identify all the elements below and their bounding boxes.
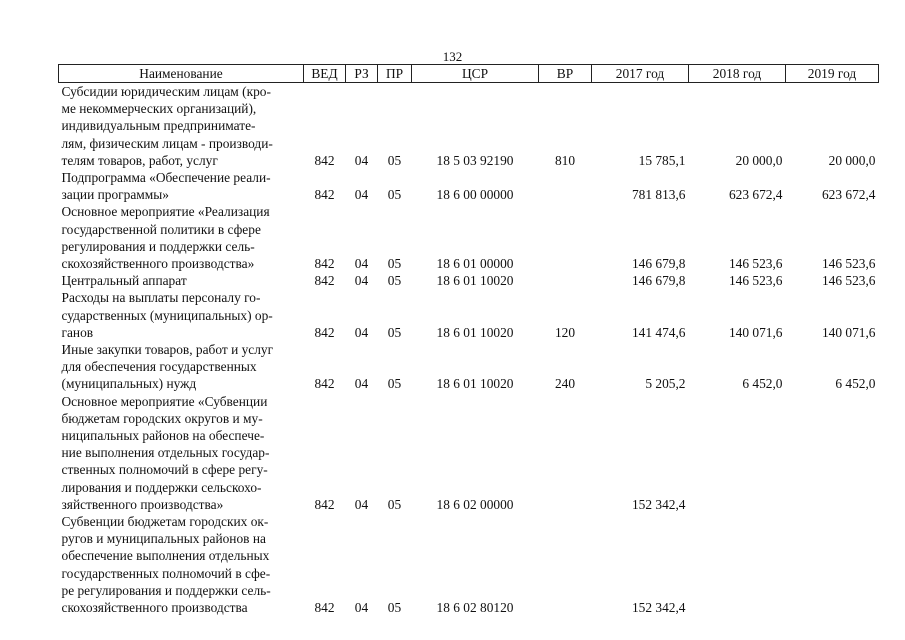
cell-pr: 05	[387, 376, 402, 392]
page-number: 132	[442, 49, 463, 64]
cell-vr	[539, 393, 592, 513]
cell-rz: 04	[354, 256, 369, 272]
cell-2017: 5 205,2	[645, 376, 686, 392]
name-line: ние выполнения отдельных государ-	[61, 445, 270, 461]
header-vr: ВР	[539, 65, 592, 83]
name-line: зации программы»	[61, 187, 169, 203]
name-line: ственных полномочий в сфере регу-	[61, 462, 268, 478]
name-line: ганов	[61, 324, 94, 340]
name-line: зяйственного производства»	[61, 496, 224, 512]
cell-2018: 20 000,0	[735, 152, 783, 168]
name-line: ниципальных районов на обеспече-	[61, 428, 265, 444]
table-row	[59, 393, 879, 513]
cell-pr: 05	[387, 187, 402, 203]
cell-rz: 04	[354, 496, 369, 512]
header-ved: ВЕД	[304, 65, 346, 83]
header-2017: 2017 год	[592, 65, 689, 83]
name-line: скохозяйственного производства	[61, 600, 248, 616]
cell-2018	[689, 393, 786, 513]
cell-csr: 18 6 02 00000	[436, 496, 514, 512]
cell-ved: 842	[314, 273, 335, 289]
name-line: Основное мероприятие «Реализация	[61, 204, 270, 220]
cell-pr: 05	[387, 152, 402, 168]
cell-ved: 842	[314, 376, 335, 392]
table-row	[59, 83, 879, 170]
cell-2018	[689, 513, 786, 616]
cell-2018: 6 452,0	[742, 376, 783, 392]
name-line: телям товаров, работ, услуг	[61, 152, 218, 168]
cell-2017: 141 474,6	[631, 324, 686, 340]
header-2018: 2018 год	[689, 65, 786, 83]
table-body	[59, 83, 879, 617]
cell-rz: 04	[354, 376, 369, 392]
cell-name	[59, 341, 304, 393]
cell-name	[59, 169, 304, 203]
name-line: для обеспечения государственных	[61, 359, 257, 375]
header-2019: 2019 год	[786, 65, 879, 83]
cell-2019	[786, 513, 879, 616]
cell-rz: 04	[354, 152, 369, 168]
cell-2019	[786, 393, 879, 513]
cell-pr: 05	[387, 324, 402, 340]
table-row	[59, 513, 879, 616]
cell-2018: 146 523,6	[728, 273, 783, 289]
cell-pr: 05	[387, 496, 402, 512]
cell-vr	[539, 272, 592, 289]
header-name: Наименование	[59, 65, 304, 83]
name-line: государственных полномочий в сфе-	[61, 565, 271, 581]
name-line: Подпрограмма «Обеспечение реали-	[61, 170, 271, 186]
cell-csr: 18 6 01 10020	[436, 324, 514, 340]
cell-ved: 842	[314, 256, 335, 272]
name-line: ругов и муниципальных районов на	[61, 531, 266, 547]
name-line: Расходы на выплаты персоналу го-	[61, 290, 261, 306]
cell-rz: 04	[354, 187, 369, 203]
cell-name	[59, 83, 304, 170]
name-line: Центральный аппарат	[61, 273, 187, 289]
cell-2017: 152 342,4	[631, 496, 686, 512]
cell-2019: 623 672,4	[821, 187, 876, 203]
name-line: обеспечение выполнения отдельных	[61, 548, 270, 564]
budget-table	[58, 64, 879, 616]
name-line: лирования и поддержки сельскохо-	[61, 479, 262, 495]
cell-2019: 6 452,0	[835, 376, 876, 392]
cell-vr: 810	[554, 152, 576, 168]
name-line: Субвенции бюджетам городских ок-	[61, 514, 269, 530]
cell-vr	[539, 513, 592, 616]
cell-2017: 15 785,1	[638, 152, 686, 168]
cell-ved: 842	[314, 600, 335, 616]
name-line: Иные закупки товаров, работ и услуг	[61, 342, 274, 358]
header-pr: ПР	[378, 65, 412, 83]
name-line: сударственных (муниципальных) ор-	[61, 307, 273, 323]
cell-vr	[539, 203, 592, 272]
cell-name	[59, 272, 304, 289]
cell-pr: 05	[387, 273, 402, 289]
cell-csr: 18 6 01 00000	[436, 256, 514, 272]
cell-rz: 04	[354, 324, 369, 340]
table-row	[59, 169, 879, 203]
cell-2017: 146 679,8	[631, 273, 686, 289]
cell-pr: 05	[387, 256, 402, 272]
header-rz: РЗ	[346, 65, 378, 83]
cell-rz: 04	[354, 273, 369, 289]
cell-vr: 240	[554, 376, 576, 392]
table-row	[59, 289, 879, 341]
cell-csr: 18 6 02 80120	[436, 600, 514, 616]
cell-2018: 623 672,4	[728, 187, 783, 203]
name-line: ме некоммерческих организаций),	[61, 101, 257, 117]
cell-csr: 18 6 00 00000	[436, 187, 514, 203]
name-line: Основное мероприятие «Субвенции	[61, 393, 268, 409]
cell-ved: 842	[314, 496, 335, 512]
cell-2018: 140 071,6	[728, 324, 783, 340]
cell-2019: 140 071,6	[821, 324, 876, 340]
cell-rz: 04	[354, 600, 369, 616]
cell-ved: 842	[314, 324, 335, 340]
table-row	[59, 203, 879, 272]
name-line: регулирования и поддержки сель-	[61, 238, 255, 254]
cell-name	[59, 393, 304, 513]
cell-2017: 781 813,6	[631, 187, 686, 203]
name-line: Субсидии юридическим лицам (кро-	[61, 84, 271, 99]
cell-pr: 05	[387, 600, 402, 616]
cell-2019: 146 523,6	[821, 273, 876, 289]
table-row	[59, 341, 879, 393]
cell-2019: 20 000,0	[828, 152, 876, 168]
cell-vr	[539, 169, 592, 203]
cell-vr: 120	[554, 324, 576, 340]
header-csr: ЦСР	[412, 65, 539, 83]
cell-2018: 146 523,6	[728, 256, 783, 272]
name-line: (муниципальных) нужд	[61, 376, 197, 392]
name-line: бюджетам городских округов и му-	[61, 410, 263, 426]
name-line: лям, физическим лицам - производи-	[61, 135, 273, 151]
cell-ved: 842	[314, 187, 335, 203]
cell-name	[59, 289, 304, 341]
table-header-row	[59, 65, 879, 83]
cell-name	[59, 513, 304, 616]
cell-csr: 18 5 03 92190	[436, 152, 514, 168]
cell-name	[59, 203, 304, 272]
name-line: скохозяйственного производства»	[61, 256, 255, 272]
cell-ved: 842	[314, 152, 335, 168]
cell-csr: 18 6 01 10020	[436, 273, 514, 289]
table-row	[59, 272, 879, 289]
cell-csr: 18 6 01 10020	[436, 376, 514, 392]
cell-2017: 146 679,8	[631, 256, 686, 272]
cell-2017: 152 342,4	[631, 600, 686, 616]
cell-2019: 146 523,6	[821, 256, 876, 272]
name-line: индивидуальным предпринимате-	[61, 118, 256, 134]
name-line: государственной политики в сфере	[61, 221, 261, 237]
name-line: ре регулирования и поддержки сель-	[61, 582, 271, 598]
